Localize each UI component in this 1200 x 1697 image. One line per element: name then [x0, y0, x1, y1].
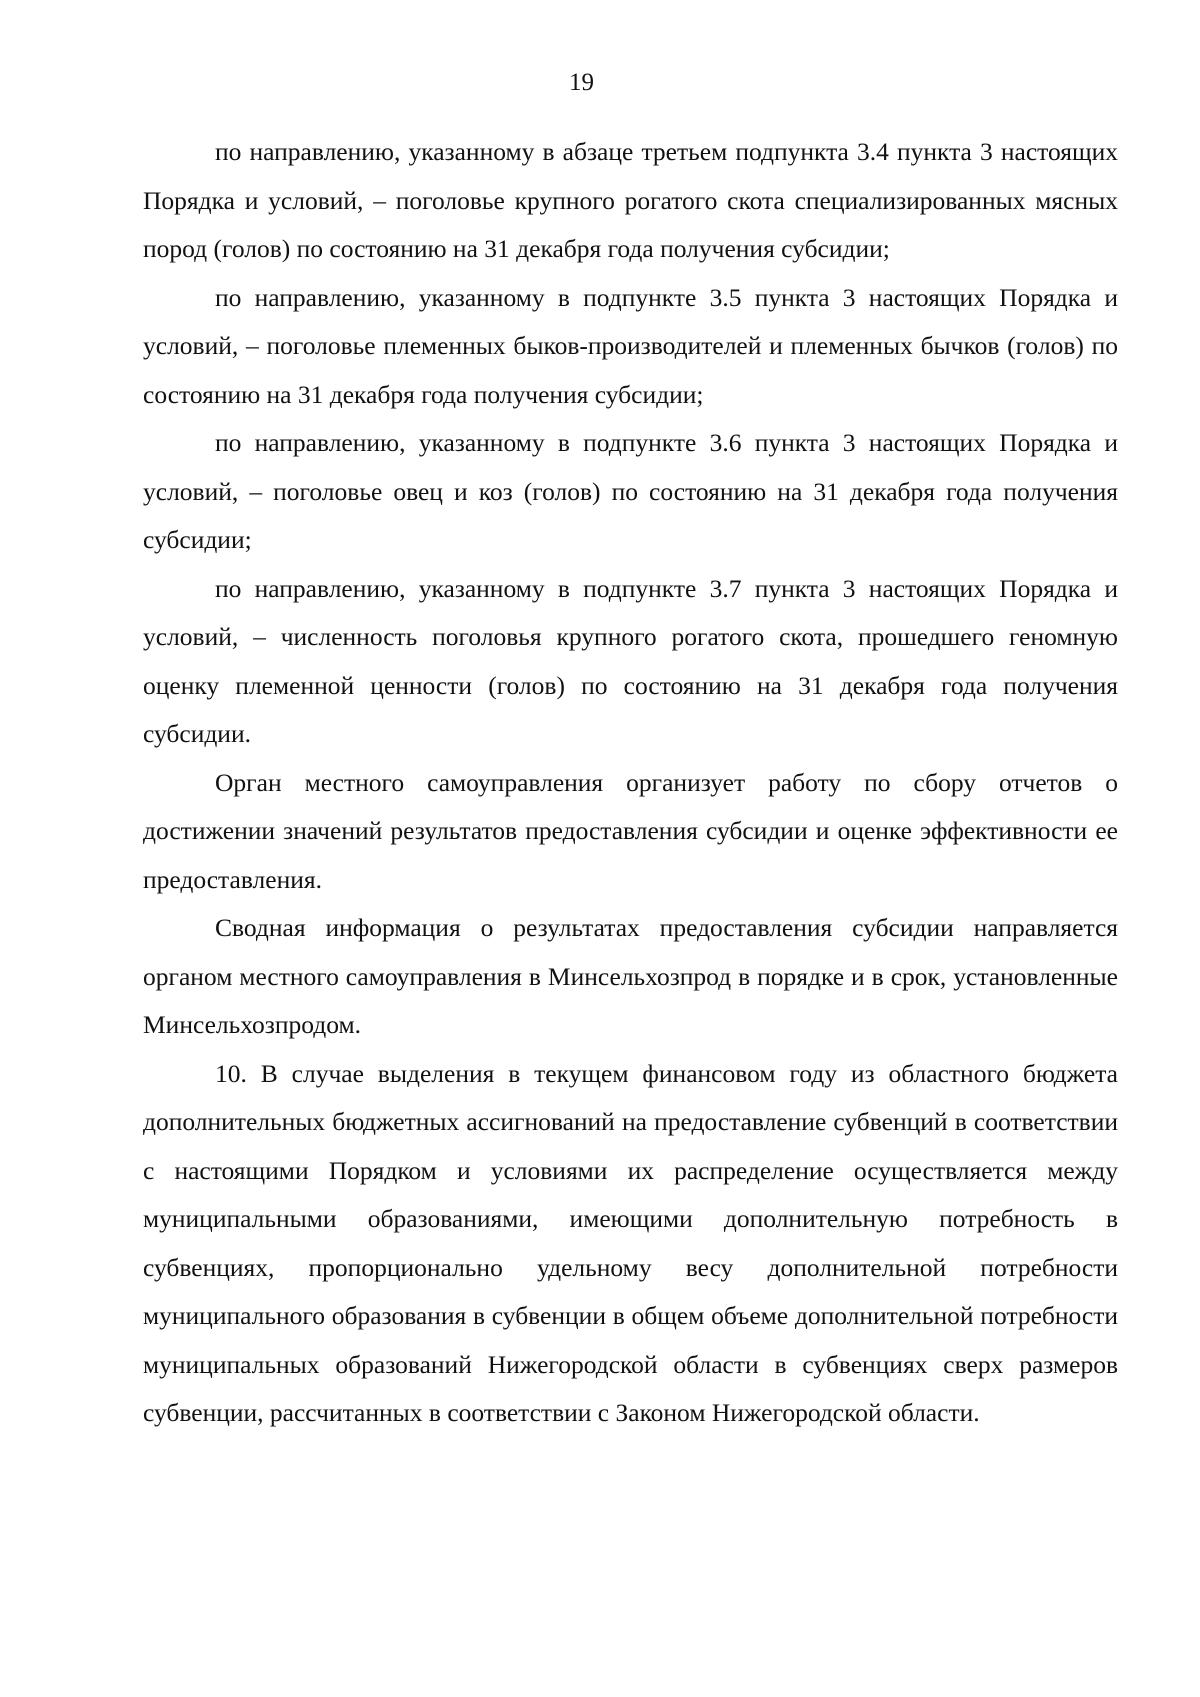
paragraph-direction-3-7: по направлению, указанному в подпункте 3.7 пункта 3 настоящих Порядка и условий, – численность поголовья крупного рогатого скота, прошедшего геномную оценку племенной ценности (голов) по состоянию на 31 декабря года получения субсидии.: [143, 573, 1118, 748]
paragraph-local-authority-reports: Орган местного самоуправления организует работу по сбору отчетов о достижении значений результатов предоставления субсидии и оценке эффективности ее предоставления.: [143, 767, 1118, 894]
document-body: [143, 128, 1118, 1438]
paragraph-summary-information: Сводная информация о результатах предоставления субсидии направляется органом местного самоуправления в Минсельхозпрод в порядке и в срок, установленные Минсельхозпродом.: [143, 913, 1118, 1039]
paragraph-direction-3-4: по направлению, указанному в абзаце третьем подпункта 3.4 пункта 3 настоящих Порядка и условий, – поголовье крупного рогатого скота специализированных мясных пород (голов) по состоянию на 31 декабря года получения субсидии;: [143, 137, 1118, 263]
paragraph-direction-3-5: по направлению, указанному в подпункте 3.5 пункта 3 настоящих Порядка и условий, – поголовье племенных быков-производителей и племенных бычков (голов) по состоянию на 31 декабря года получения субсидии;: [143, 282, 1118, 409]
paragraph-item-10: 10. В случае выделения в текущем финансовом году из областного бюджета дополнительных бюджетных ассигнований на предоставление субвенций в соответствии с настоящими Порядком и условиями их распределение осуществляется между муниципальными образованиями, имеющими дополнительную потребность в субвенциях, пропорционально удельному весу дополнительной потребности муниципального образования в субвенции в общем объеме дополнительной потребности муниципальных образований Нижегородской области в субвенциях сверх размеров субвенции, рассчитанных в соответствии с Законом Нижегородской области.: [143, 1058, 1118, 1427]
paragraph-direction-3-6: по направлению, указанному в подпункте 3.6 пункта 3 настоящих Порядка и условий, – поголовье овец и коз (голов) по состоянию на 31 декабря года получения субсидии;: [143, 428, 1118, 554]
page-number: 19: [569, 69, 594, 96]
